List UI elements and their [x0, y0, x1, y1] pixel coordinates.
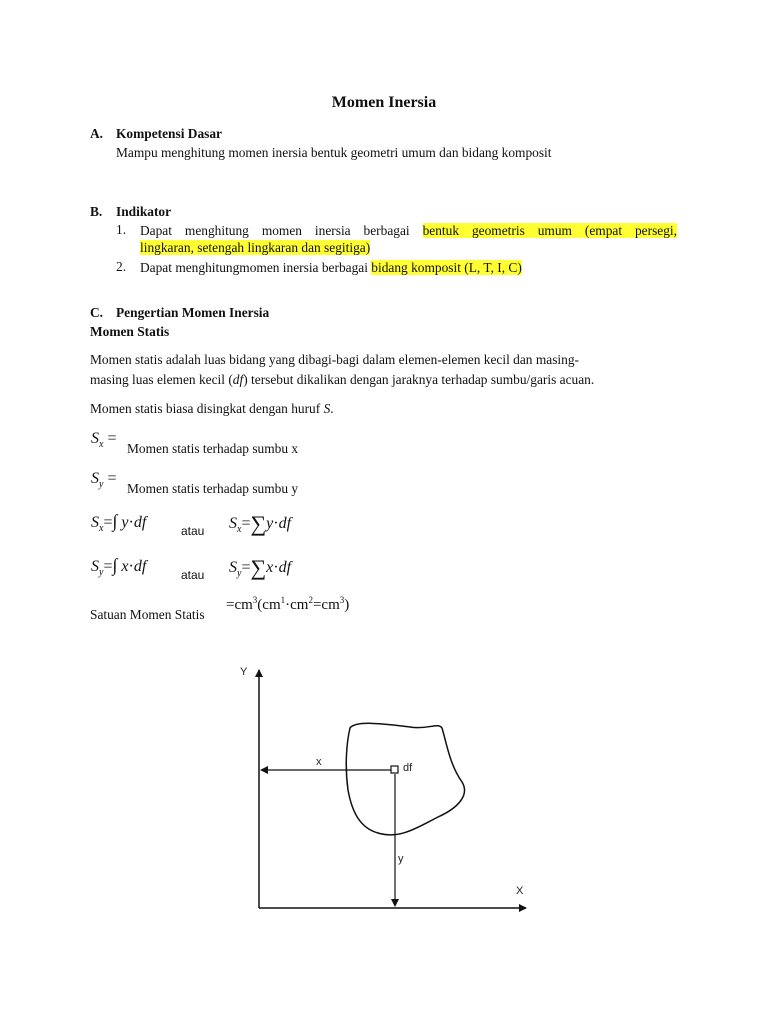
abbreviation-s: S [323, 401, 331, 416]
definition-line-2b: ) tersebut dikalikan dengan jaraknya terhadap sumbu/garis acuan. [243, 372, 595, 387]
sx-symbol: $S_x$ = [91, 430, 117, 450]
sx-description: Momen statis terhadap sumbu x [127, 441, 299, 456]
indicator-1-highlight-1: bentuk geometris umum (empat persegi, [422, 223, 678, 238]
section-b-title: Indikator [116, 204, 172, 219]
indicator-2-number: 2. [116, 259, 127, 274]
momen-statis-subheading: Momen Statis [90, 324, 170, 339]
section-b-letter: B. [90, 204, 103, 219]
sy-integral-formula: $S_y=\int$ x·df [91, 555, 147, 578]
sy-description: Momen statis terhadap sumbu y [127, 481, 299, 496]
page-title: Momen Inersia [331, 94, 437, 111]
indicator-1-number: 1. [116, 222, 127, 237]
y-axis-label: Y [240, 666, 248, 678]
atau-1: atau [181, 524, 205, 538]
satuan-formula: $=cm^3(cm^1\cdot cm^2=cm^3)$ [226, 595, 350, 613]
abbreviation-text: Momen statis biasa disingkat dengan huruf [90, 401, 324, 416]
section-a-text: Mampu menghitung momen inersia bentuk geometri umum dan bidang komposit [116, 145, 552, 160]
definition-line-2a: masing luas elemen kecil ( [90, 372, 233, 387]
definition-df: df [232, 372, 244, 387]
y-distance-label: y [398, 853, 404, 865]
x-distance-label: x [316, 756, 322, 768]
x-axis-label: X [516, 885, 524, 897]
sx-sum-formula: $S_x=\sum y\cdot df$ [229, 511, 292, 536]
section-a-letter: A. [90, 126, 104, 141]
indicator-1-text: Dapat menghitung momen inersia berbagai [140, 223, 423, 238]
area-shape [346, 723, 464, 835]
sy-sum-formula: $S_y=\sum x\cdot df$ [229, 555, 292, 580]
section-c-title: Pengertian Momen Inersia [116, 305, 270, 320]
indicator-2-text: Dapat menghitungmomen inersia berbagai [140, 260, 372, 275]
element-df-label: df [403, 762, 413, 774]
section-c-letter: C. [90, 305, 104, 320]
satuan-label: Satuan Momen Statis [90, 607, 205, 622]
indicator-2-highlight: bidang komposit (L, T, I, C) [371, 260, 522, 275]
sx-integral-formula: $S_x=\int$ y·df [91, 511, 147, 534]
definition-line-1: Momen statis adalah luas bidang yang dibagi-bagi dalam elemen-elemen kecil dan masing- [90, 352, 579, 367]
abbreviation-end: . [330, 401, 334, 416]
section-a-title: Kompetensi Dasar [116, 126, 223, 141]
atau-2: atau [181, 568, 205, 582]
element-df [391, 766, 398, 773]
sy-symbol: $S_y$ = [91, 470, 117, 490]
indicator-1-highlight-2: lingkaran, setengah lingkaran dan segitiga) [140, 240, 371, 255]
